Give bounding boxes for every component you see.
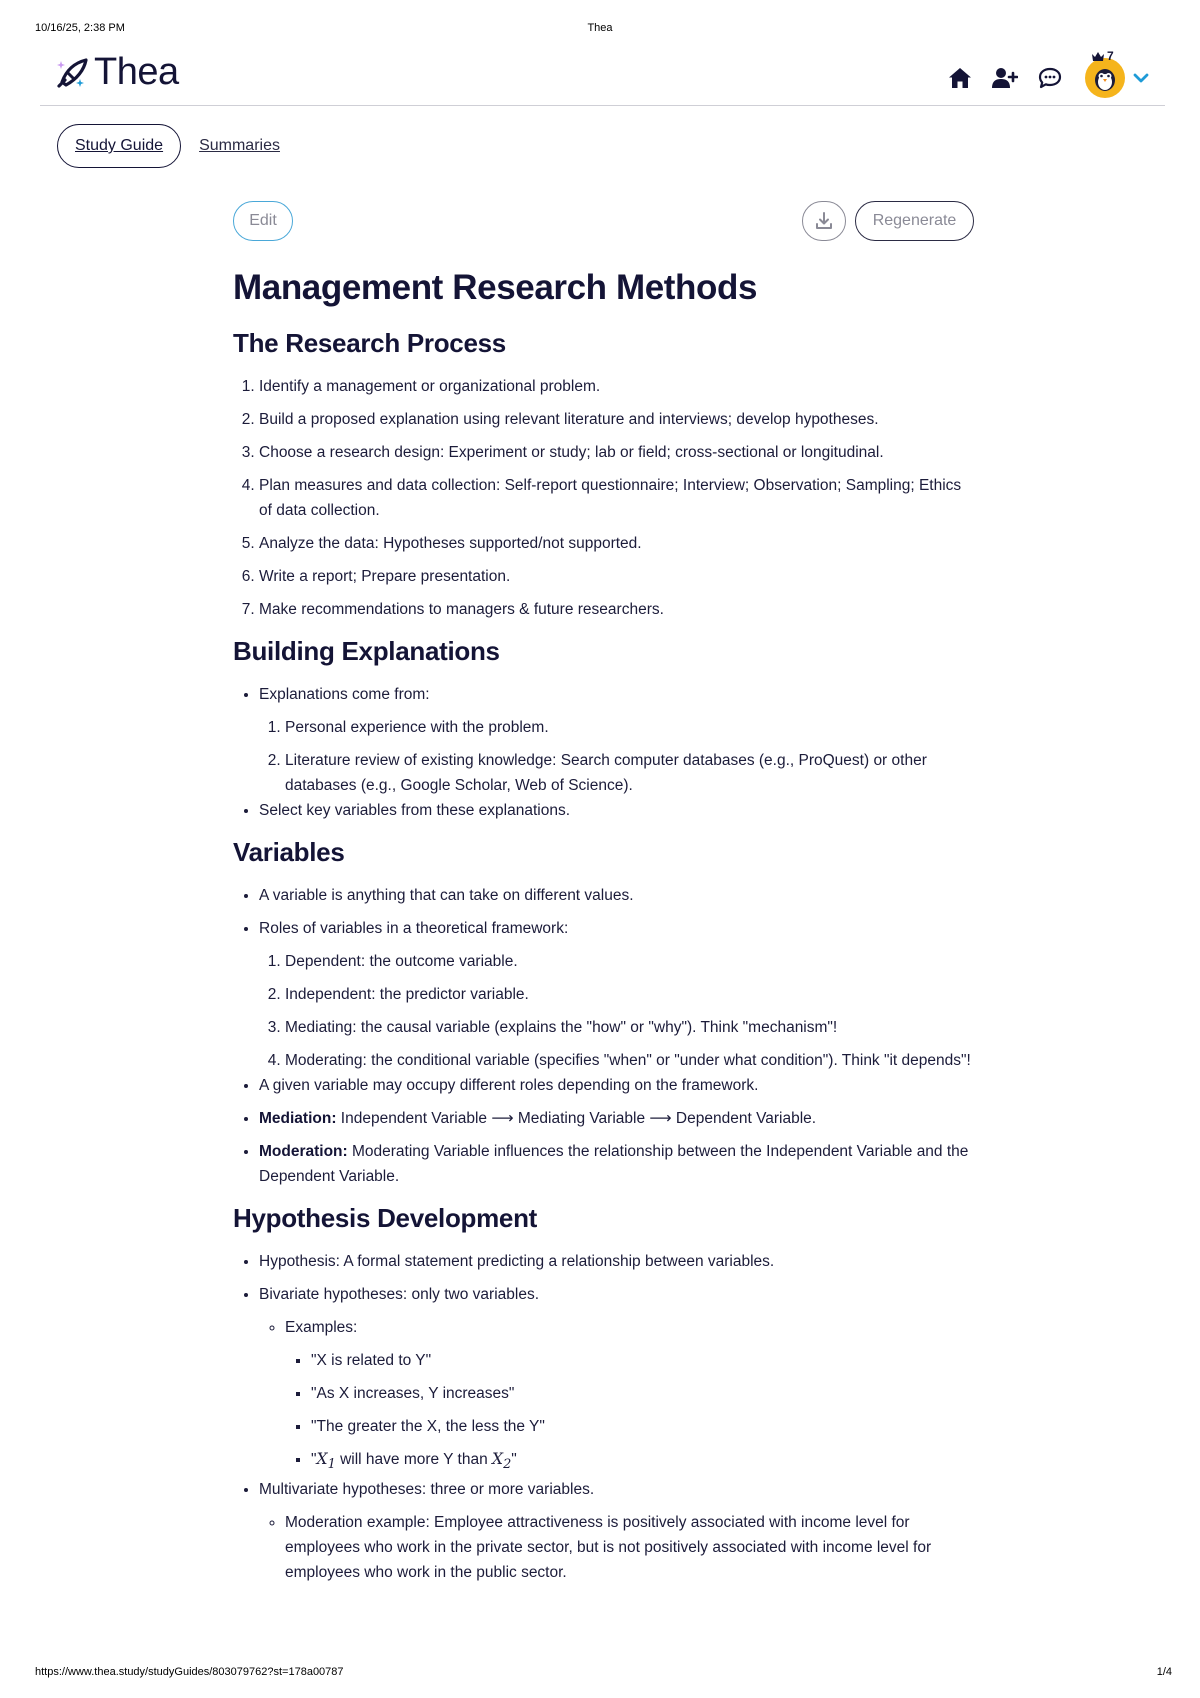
edit-button[interactable]: Edit — [233, 201, 293, 241]
list-item-text: Examples: — [285, 1319, 358, 1336]
home-icon — [948, 67, 972, 89]
bivariate-sub-list — [259, 1315, 978, 1477]
list-item: 2. Literature review of existing knowledge: Search computer databases (e.g., ProQuest) or other databases (e.g., Google Scholar, Web of Science). — [285, 748, 978, 798]
list-item-text: Multivariate hypotheses: three or more variables. — [259, 1481, 595, 1499]
list-item: 3. Mediating: the causal variable (explains the "how" or "why"). Think "mechanism"! — [285, 1015, 978, 1040]
download-icon — [814, 211, 834, 231]
quote-open: " — [311, 1451, 317, 1468]
list-item-text: Bivariate hypotheses: only two variables. — [259, 1286, 540, 1303]
math-x2 — [492, 1450, 512, 1473]
list-item: ▪ "X is related to Y" — [311, 1348, 978, 1373]
add-friend-icon — [992, 67, 1018, 89]
avatar[interactable] — [1085, 58, 1125, 98]
chat-button[interactable] — [1035, 63, 1065, 93]
section-heading-hypothesis-development: Hypothesis Development — [233, 1203, 538, 1233]
streak-badge — [1091, 49, 1114, 63]
list-item: 1. Dependent: the outcome variable. — [285, 949, 978, 974]
math-var: X — [316, 1450, 328, 1468]
list-item — [259, 682, 978, 798]
list-item: 2. Build a proposed explanation using relevant literature and interviews; develop hypotheses. — [259, 407, 978, 432]
regenerate-button[interactable]: Regenerate — [855, 201, 974, 241]
tab-summaries[interactable]: Summaries — [199, 137, 280, 154]
list-item: 5. Analyze the data: Hypotheses supported/not supported. — [259, 531, 978, 556]
variable-roles-list — [259, 949, 978, 1073]
math-subscript: 2 — [503, 1457, 512, 1473]
list-item: • A variable is anything that can take on different values. — [259, 883, 978, 908]
rocket-logo-icon — [56, 55, 92, 89]
list-item: • Select key variables from these explanations. — [259, 798, 978, 823]
hypothesis-list — [233, 1249, 978, 1585]
list-item — [259, 1139, 978, 1189]
print-footer — [0, 1666, 1200, 1680]
building-explanations-list — [233, 682, 978, 823]
profile-dropdown-toggle[interactable] — [1133, 66, 1157, 90]
tab-bar — [57, 124, 280, 168]
download-button[interactable] — [802, 201, 846, 241]
chat-icon — [1038, 67, 1062, 89]
crown-icon — [1091, 51, 1105, 62]
list-item — [259, 916, 978, 1073]
moderation-text: Moderating Variable influences the relationship between the Independent Variable and the Dependent Variable. — [259, 1143, 969, 1185]
list-item — [259, 1477, 978, 1585]
print-datetime: 10/16/25, 2:38 PM — [35, 22, 125, 34]
list-item-text: Roles of variables in a theoretical framework: — [259, 920, 569, 937]
print-header — [0, 22, 1200, 36]
nav-actions — [930, 49, 1157, 100]
print-page-number: 1/4 — [1156, 1666, 1172, 1678]
streak-count: 7 — [1107, 49, 1114, 63]
section-heading-research-process: The Research Process — [233, 328, 506, 358]
examples-list — [285, 1348, 978, 1477]
print-title: Thea — [587, 22, 613, 34]
doc-title: Management Research Methods — [233, 268, 758, 307]
add-friend-button[interactable] — [990, 63, 1020, 93]
list-item: • Hypothesis: A formal statement predicting a relationship between variables. — [259, 1249, 978, 1274]
home-button[interactable] — [945, 63, 975, 93]
list-item — [259, 1282, 978, 1477]
research-process-list — [233, 374, 978, 622]
list-item-text: Explanations come from: — [259, 686, 430, 703]
list-item: 3. Choose a research design: Experiment or study; lab or field; cross-sectional or longitudinal. — [259, 440, 978, 465]
list-item: • A given variable may occupy different roles depending on the framework. — [259, 1073, 978, 1098]
variables-list — [233, 883, 978, 1189]
logo-text: Thea — [94, 50, 179, 93]
logo[interactable] — [56, 52, 179, 92]
list-item — [285, 1315, 978, 1477]
list-item: 2. Independent: the predictor variable. — [285, 982, 978, 1007]
list-item: 4. Moderating: the conditional variable (specifies "when" or "under what condition"). Think "it depends"! — [285, 1048, 978, 1073]
example-text: will have more Y than — [335, 1451, 493, 1468]
tab-study-guide[interactable]: Study Guide — [57, 124, 181, 168]
section-heading-building-explanations: Building Explanations — [233, 636, 500, 666]
study-guide-content — [233, 262, 978, 1585]
print-url: https://www.thea.study/studyGuides/803079762?st=178a00787 — [35, 1666, 344, 1678]
penguin-avatar-icon — [1090, 63, 1120, 93]
top-navbar — [40, 48, 1165, 106]
list-item: ▪ "As X increases, Y increases" — [311, 1381, 978, 1406]
mediation-label: Mediation: — [259, 1110, 337, 1127]
moderation-label: Moderation: — [259, 1143, 348, 1160]
list-item: 1. Identify a management or organizational problem. — [259, 374, 978, 399]
profile-menu[interactable] — [1085, 49, 1125, 98]
section-heading-variables: Variables — [233, 837, 345, 867]
math-x1 — [316, 1450, 336, 1473]
list-item: 7. Make recommendations to managers & future researchers. — [259, 597, 978, 622]
list-item — [311, 1447, 978, 1477]
list-item: 1. Personal experience with the problem. — [285, 715, 978, 740]
mediation-text: Independent Variable ⟶ Mediating Variable ⟶ Dependent Variable. — [336, 1110, 817, 1127]
explanation-sources-list — [259, 715, 978, 798]
list-item: 4. Plan measures and data collection: Self-report questionnaire; Interview; Observation; Sampling; Ethics of data collection. — [259, 473, 978, 523]
chevron-down-icon — [1133, 73, 1149, 83]
quote-close: " — [511, 1451, 517, 1468]
list-item: 6. Write a report; Prepare presentation. — [259, 564, 978, 589]
math-subscript: 1 — [327, 1457, 336, 1473]
list-item — [259, 1106, 978, 1131]
math-var: X — [492, 1450, 504, 1468]
list-item: ▪ "The greater the X, the less the Y" — [311, 1414, 978, 1439]
list-item: ◦ Moderation example: Employee attractiveness is positively associated with income level for employees who work in the private sector, but is not positively associated with income level for employees who work in the public sector. — [285, 1510, 978, 1585]
multivariate-sub-list — [259, 1510, 978, 1585]
